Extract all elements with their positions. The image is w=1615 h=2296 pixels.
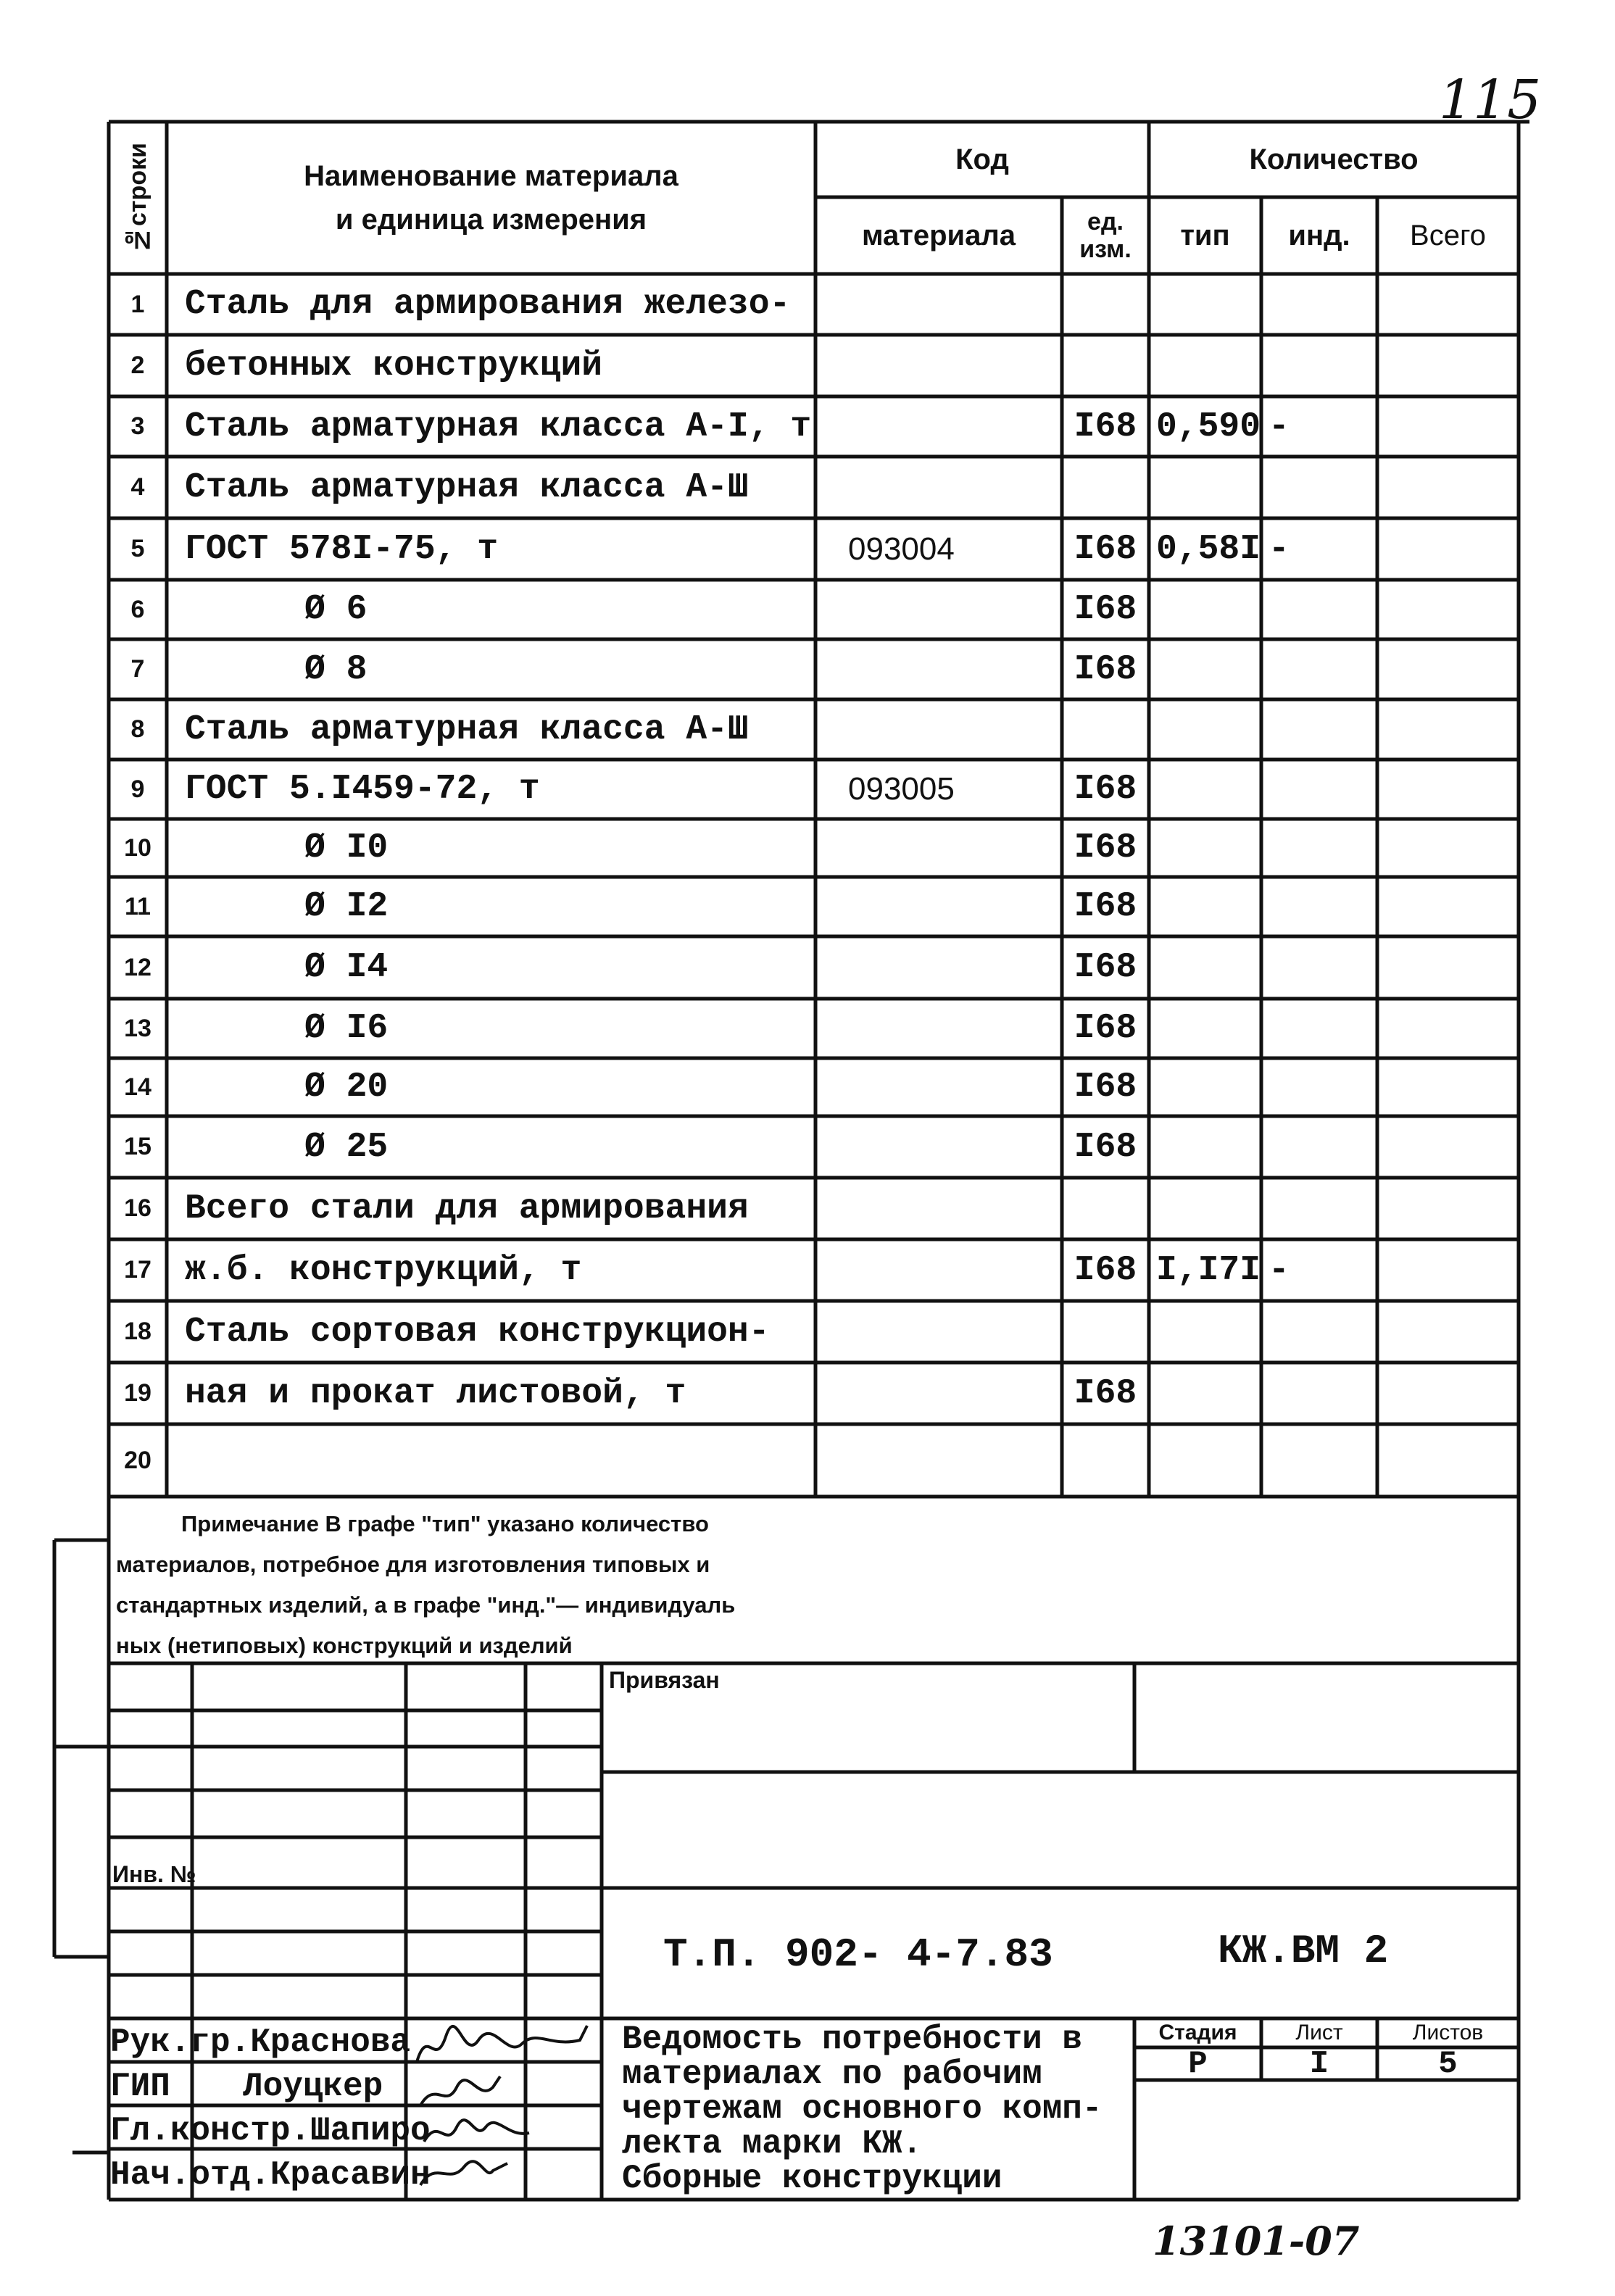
row-number: 6	[130, 595, 145, 623]
row-unit: I68	[1074, 529, 1137, 569]
row-total-qty	[1377, 936, 1519, 999]
row-material-code	[815, 1301, 1062, 1363]
row-ind-qty	[1261, 457, 1377, 518]
row-ind-qty	[1261, 274, 1377, 335]
row-total-qty	[1377, 699, 1519, 760]
stamp-mark: КЖ.ВМ 2	[1218, 1928, 1389, 1974]
row-unit: I68	[1074, 770, 1137, 809]
header-unit: ед. изм.	[1079, 208, 1132, 263]
row-name: ГОСТ 578I-75, т	[185, 529, 499, 569]
stamp-sheet-value: I	[1309, 2045, 1329, 2082]
note-line-4: ных (нетиповых) конструкций и изделий	[116, 1633, 573, 1658]
row-total-qty	[1377, 1058, 1519, 1116]
row-unit	[1062, 1301, 1149, 1363]
row-ind-qty	[1261, 1116, 1377, 1178]
row-unit: I68	[1074, 649, 1137, 689]
stamp-desc-line-5: Сборные конструкции	[622, 2160, 1002, 2197]
header-type: тип	[1180, 220, 1230, 251]
stamp-desc-line-4: лекта марки КЖ.	[622, 2125, 923, 2163]
row-name	[167, 1424, 815, 1497]
row-name: Сталь для армирования железо-	[185, 285, 791, 324]
row-type-qty	[1149, 457, 1261, 518]
stamp-desc-line-3: чертежам основного комп-	[622, 2090, 1103, 2128]
row-material-code	[815, 457, 1062, 518]
row-number: 12	[124, 953, 151, 981]
row-type-qty	[1149, 699, 1261, 760]
row-material-code	[815, 1363, 1062, 1424]
row-name: Ø 25	[304, 1127, 389, 1167]
row-material-code: 093004	[848, 531, 955, 567]
row-total-qty	[1377, 999, 1519, 1058]
stamp-person-name: Лоуцкер	[243, 2068, 383, 2105]
stamp-person-role: Гл.констр.	[110, 2112, 311, 2150]
row-name: Сталь арматурная класса А-Ш	[185, 467, 749, 507]
row-number: 13	[124, 1014, 151, 1042]
row-unit	[1062, 274, 1149, 335]
row-ind-qty: -	[1269, 1250, 1290, 1290]
row-type-qty	[1149, 1363, 1261, 1424]
bottom-code: 13101-07	[1153, 2218, 1360, 2264]
row-name: Сталь сортовая конструкцион-	[185, 1312, 770, 1352]
row-type-qty	[1149, 819, 1261, 877]
note	[116, 1504, 735, 1666]
row-type-qty: I,I7I	[1156, 1250, 1261, 1290]
row-number: 14	[124, 1073, 151, 1101]
row-name: Ø I0	[304, 828, 389, 868]
header-row-no: №строки	[124, 142, 151, 254]
stamp-person-role: Нач.отд.	[110, 2156, 270, 2194]
row-unit	[1062, 335, 1149, 396]
row-ind-qty: -	[1269, 407, 1290, 446]
row-unit	[1062, 1424, 1149, 1497]
row-unit: I68	[1074, 1250, 1137, 1290]
row-type-qty	[1149, 639, 1261, 699]
row-number: 2	[130, 352, 145, 379]
row-unit	[1062, 1178, 1149, 1239]
row-number: 15	[124, 1133, 151, 1160]
header-qty: Количество	[1249, 144, 1419, 175]
row-name: Всего стали для армирования	[185, 1189, 749, 1228]
row-unit: I68	[1074, 1373, 1137, 1413]
row-total-qty	[1377, 457, 1519, 518]
row-name: Ø 6	[304, 590, 368, 629]
row-type-qty	[1149, 760, 1261, 819]
stamp-stage-label: Стадия	[1158, 2021, 1237, 2045]
row-material-code	[815, 819, 1062, 877]
row-material-code	[815, 936, 1062, 999]
row-name: Сталь арматурная класса А-Ш	[185, 710, 749, 749]
row-unit	[1062, 699, 1149, 760]
row-total-qty	[1377, 1301, 1519, 1363]
row-ind-qty	[1261, 760, 1377, 819]
row-material-code	[815, 699, 1062, 760]
row-unit: I68	[1074, 828, 1137, 868]
note-line-3: стандартных изделий, а в графе "инд."— индивидуаль	[116, 1592, 736, 1618]
row-number: 8	[130, 715, 145, 743]
row-number: 18	[124, 1318, 151, 1345]
row-unit: I68	[1074, 1127, 1137, 1167]
row-type-qty	[1149, 335, 1261, 396]
row-total-qty	[1377, 639, 1519, 699]
stamp-person-role: Рук.гр.	[110, 2023, 251, 2061]
row-total-qty	[1377, 877, 1519, 936]
stamp-sheets-value: 5	[1438, 2045, 1458, 2082]
row-material-code: 093005	[848, 771, 955, 807]
signature-1	[417, 2026, 587, 2062]
row-type-qty	[1149, 1178, 1261, 1239]
row-type-qty	[1149, 999, 1261, 1058]
row-material-code	[815, 999, 1062, 1058]
row-name: Ø 8	[304, 649, 368, 689]
row-number: 19	[124, 1379, 151, 1407]
row-type-qty	[1149, 580, 1261, 639]
stamp-doc-number: Т.П. 902- 4-7.83	[663, 1931, 1053, 1978]
row-number: 5	[130, 535, 145, 562]
row-ind-qty	[1261, 1363, 1377, 1424]
row-number: 3	[130, 412, 145, 440]
row-name: бетонных конструкций	[185, 346, 603, 386]
row-unit: I68	[1074, 590, 1137, 629]
note-line-1: Примечание В графе "тип" указано количество	[181, 1511, 709, 1536]
row-number: 16	[124, 1194, 151, 1222]
row-name: ж.б. конструкций, т	[185, 1250, 582, 1290]
row-name: Сталь арматурная класса А-I, т	[185, 407, 812, 446]
row-type-qty	[1149, 274, 1261, 335]
signature-2	[420, 2076, 500, 2105]
page-number: 115	[1439, 69, 1542, 131]
header-name	[167, 122, 815, 274]
row-total-qty	[1377, 335, 1519, 396]
row-total-qty	[1377, 1116, 1519, 1178]
row-name: Ø I2	[304, 887, 389, 926]
row-number: 4	[130, 473, 145, 501]
row-material-code	[815, 877, 1062, 936]
row-number: 10	[124, 833, 151, 862]
row-type-qty	[1149, 877, 1261, 936]
row-ind-qty	[1261, 936, 1377, 999]
header-name-line2: и единица измерения	[335, 204, 647, 236]
stamp-description	[622, 2022, 1103, 2196]
row-ind-qty	[1261, 1301, 1377, 1363]
row-type-qty	[1149, 1424, 1261, 1497]
row-material-code	[815, 639, 1062, 699]
stamp-person-name: Красавин	[270, 2156, 431, 2194]
signature-4	[420, 2161, 507, 2185]
row-unit	[1062, 457, 1149, 518]
row-type-qty: 0,590	[1156, 407, 1261, 446]
stamp-desc-line-2: материалах по рабочим	[622, 2055, 1042, 2093]
row-material-code	[815, 335, 1062, 396]
header-total: Всего	[1410, 220, 1486, 251]
row-type-qty	[1149, 1116, 1261, 1178]
row-ind-qty	[1261, 1058, 1377, 1116]
row-name: ГОСТ 5.I459-72, т	[185, 770, 540, 809]
row-name: ная и прокат листовой, т	[185, 1373, 686, 1413]
row-total-qty	[1377, 1363, 1519, 1424]
row-ind-qty	[1261, 819, 1377, 877]
row-total-qty	[1377, 1424, 1519, 1497]
stamp-sheet-label: Лист	[1295, 2021, 1343, 2045]
row-number: 20	[124, 1446, 151, 1474]
stamp-desc-line-1: Ведомость потребности в	[622, 2021, 1082, 2058]
row-ind-qty	[1261, 1424, 1377, 1497]
row-unit: I68	[1074, 887, 1137, 926]
row-number: 17	[124, 1256, 151, 1284]
row-total-qty	[1377, 396, 1519, 457]
row-material-code	[815, 1116, 1062, 1178]
row-type-qty: 0,58I	[1156, 529, 1261, 569]
header-name-line1: Наименование материала	[304, 160, 678, 192]
row-number: 7	[130, 655, 145, 683]
row-unit: I68	[1074, 1009, 1137, 1048]
row-material-code	[815, 580, 1062, 639]
row-ind-qty: -	[1269, 529, 1290, 569]
row-type-qty	[1149, 1301, 1261, 1363]
row-ind-qty	[1261, 877, 1377, 936]
row-unit: I68	[1074, 407, 1137, 446]
row-material-code	[815, 274, 1062, 335]
row-ind-qty	[1261, 639, 1377, 699]
signature-3	[424, 2120, 529, 2142]
row-unit: I68	[1074, 948, 1137, 987]
row-material-code	[815, 1058, 1062, 1116]
row-material-code	[815, 1239, 1062, 1301]
header-material: материала	[861, 220, 1016, 251]
row-type-qty	[1149, 936, 1261, 999]
row-total-qty	[1377, 1239, 1519, 1301]
row-name: Ø 20	[304, 1068, 389, 1107]
row-total-qty	[1377, 580, 1519, 639]
note-line-2: материалов, потребное для изготовления типовых и	[116, 1552, 710, 1577]
row-ind-qty	[1261, 999, 1377, 1058]
row-name: Ø I6	[304, 1009, 389, 1048]
row-ind-qty	[1261, 1178, 1377, 1239]
stamp-person-role: ГИП	[110, 2068, 170, 2105]
row-ind-qty	[1261, 580, 1377, 639]
stamp-person-name: Краснова	[250, 2023, 411, 2061]
row-material-code	[815, 396, 1062, 457]
row-unit: I68	[1074, 1068, 1137, 1107]
stamp-bound-label: Привязан	[609, 1667, 720, 1693]
row-type-qty	[1149, 1058, 1261, 1116]
stamp-inv-label: Инв. №	[112, 1861, 196, 1887]
signatures	[406, 2018, 602, 2200]
row-number: 1	[130, 290, 145, 318]
row-name: Ø I4	[304, 948, 389, 987]
row-ind-qty	[1261, 699, 1377, 760]
row-total-qty	[1377, 760, 1519, 819]
stamp-person-name: Шапиро	[310, 2112, 431, 2150]
row-total-qty	[1377, 518, 1519, 580]
row-total-qty	[1377, 1178, 1519, 1239]
stamp-sheets-label: Листов	[1412, 2021, 1484, 2045]
row-number: 9	[130, 775, 145, 803]
row-total-qty	[1377, 274, 1519, 335]
row-number: 11	[125, 892, 151, 920]
row-total-qty	[1377, 819, 1519, 877]
row-material-code	[815, 1424, 1062, 1497]
header-code: Код	[955, 144, 1009, 175]
header-ind: инд.	[1288, 220, 1350, 251]
row-ind-qty	[1261, 335, 1377, 396]
stamp-stage-value: Р	[1188, 2045, 1208, 2082]
row-material-code	[815, 1178, 1062, 1239]
